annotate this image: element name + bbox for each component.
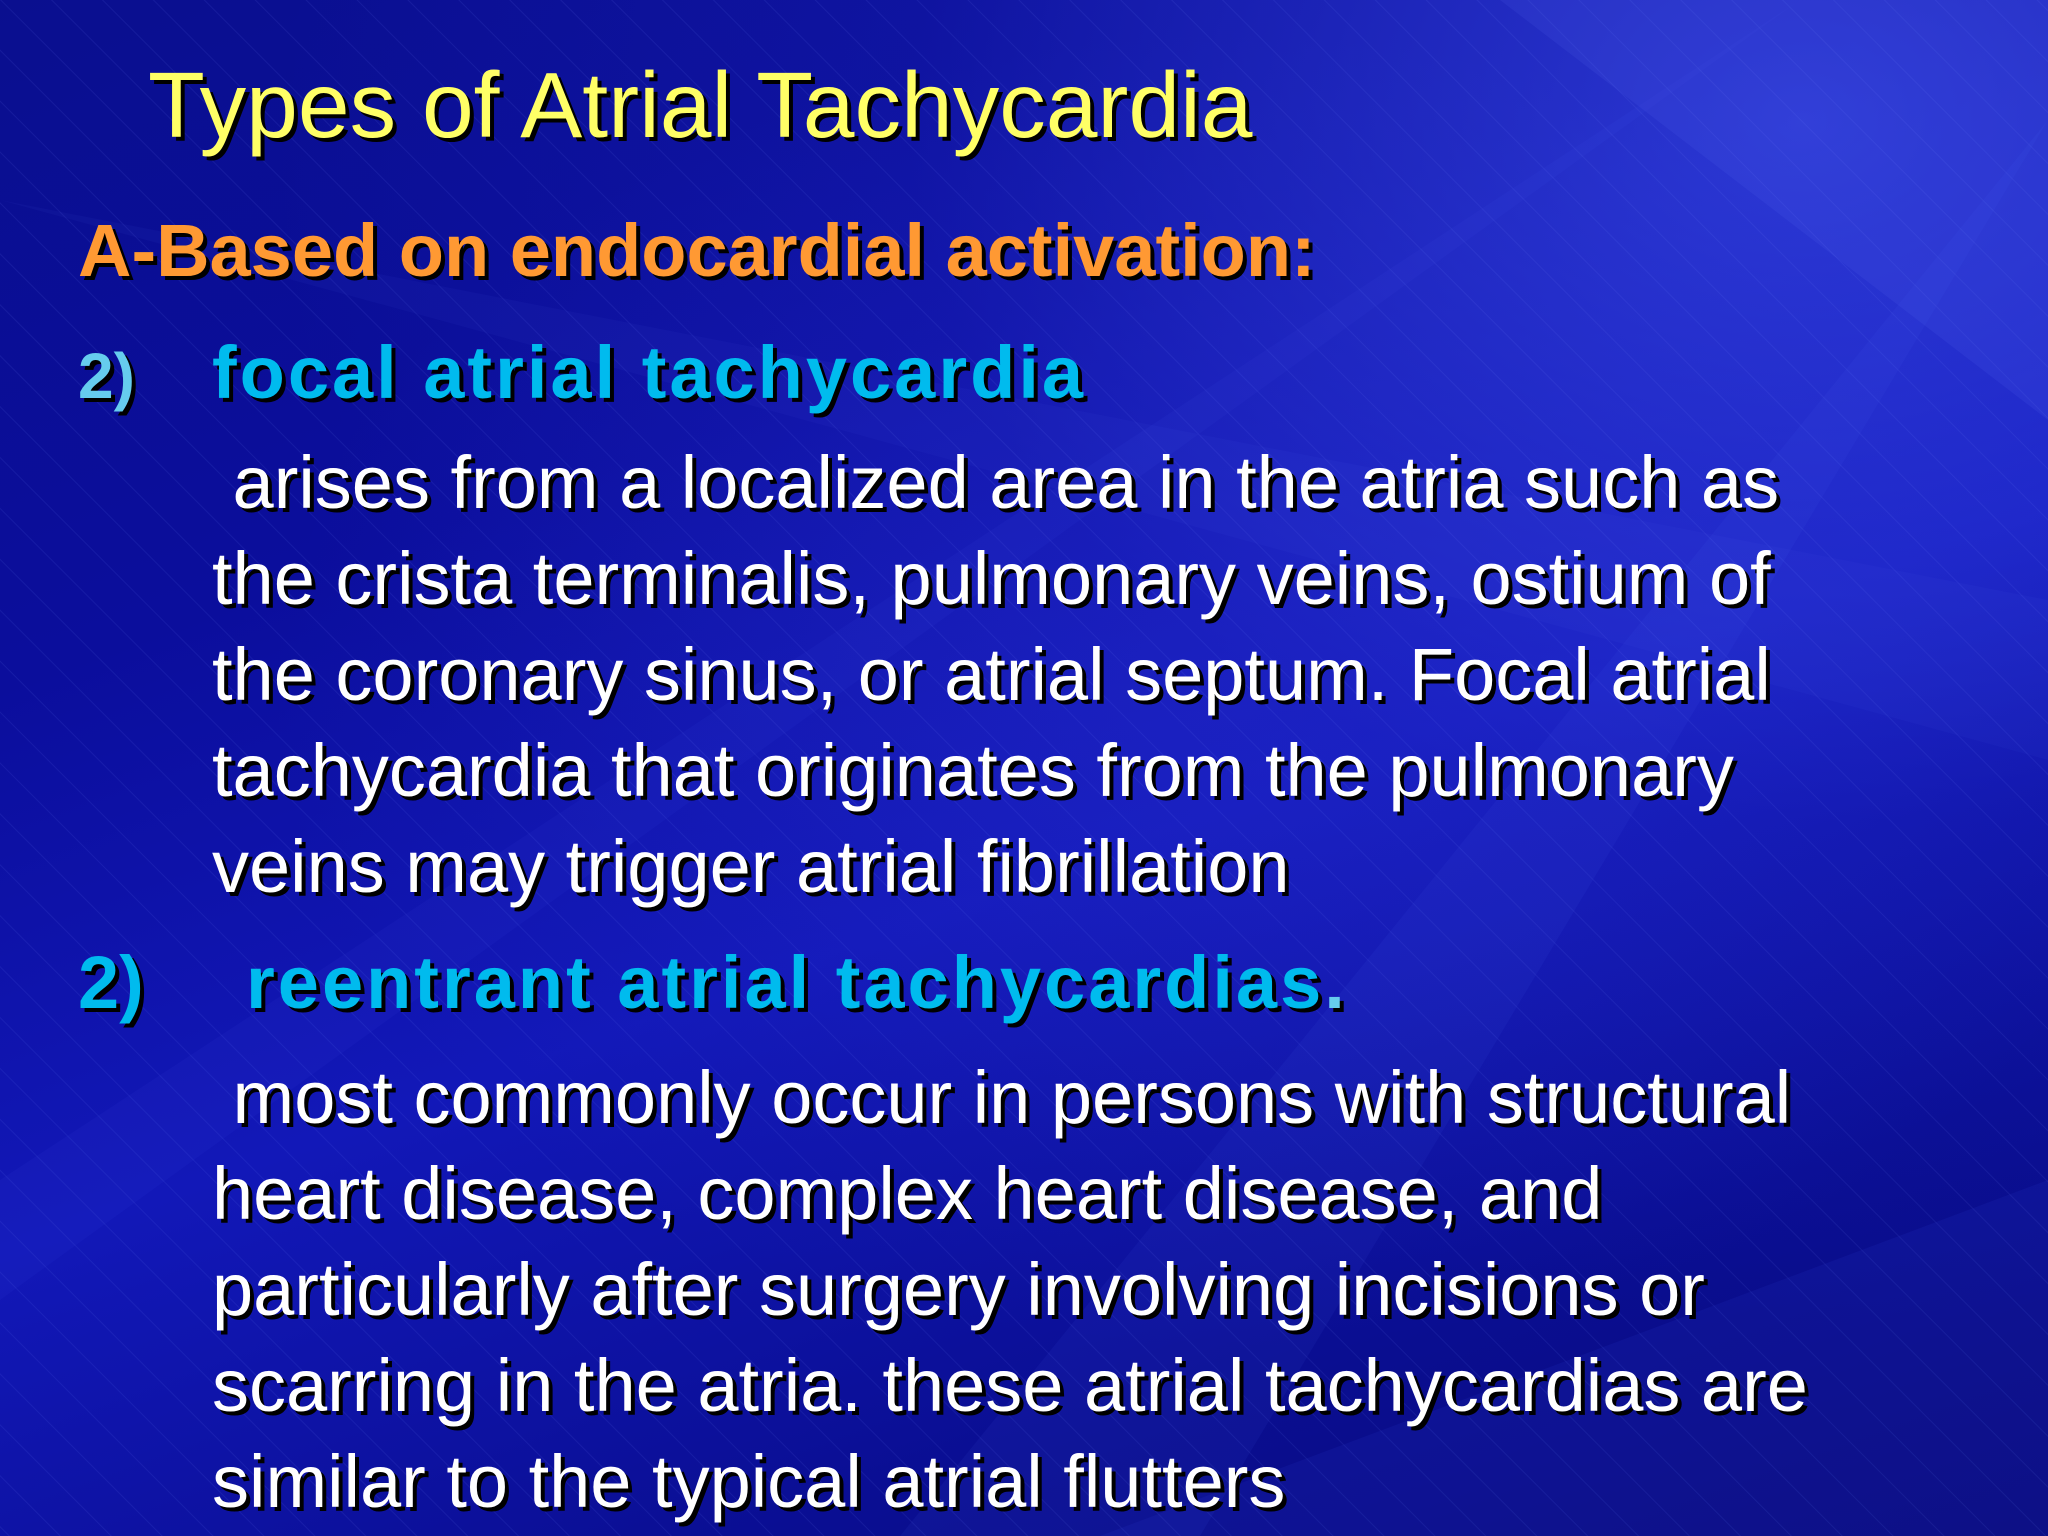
item-body-reentrant	[212, 1050, 1972, 1530]
slide-title: Types of Atrial Tachycardia	[148, 53, 1253, 157]
item-body-focal	[212, 435, 1972, 915]
body-line: tachycardia that originates from the pulmonary	[212, 729, 1734, 812]
item-heading-text: focal atrial tachycardia	[212, 331, 1087, 414]
body-line: the crista terminalis, pulmonary veins, ostium of	[212, 537, 1771, 620]
body-line: heart disease, complex heart disease, and	[212, 1152, 1603, 1235]
body-line: particularly after surgery involving incisions or	[212, 1248, 1705, 1331]
body-line: most commonly occur in persons with structural	[212, 1056, 1792, 1139]
body-line: scarring in the atria. these atrial tachycardias are	[212, 1344, 1808, 1427]
body-line: similar to the typical atrial flutters	[212, 1440, 1286, 1523]
item-heading-text: reentrant atrial tachycardias	[246, 941, 1325, 1024]
item-number: 2)	[78, 941, 144, 1024]
body-line: veins may trigger atrial fibrillation	[212, 825, 1290, 908]
body-line: the coronary sinus, or atrial septum. Focal atrial	[212, 633, 1771, 716]
item-heading-focal	[78, 330, 1086, 415]
slide-subtitle: A-Based on endocardial activation:	[78, 209, 1316, 292]
item-heading-suffix: .	[1324, 941, 1348, 1024]
item-number: 2)	[78, 340, 135, 412]
item-heading-reentrant	[78, 940, 1348, 1025]
body-line: arises from a localized area in the atria such as	[212, 441, 1780, 524]
